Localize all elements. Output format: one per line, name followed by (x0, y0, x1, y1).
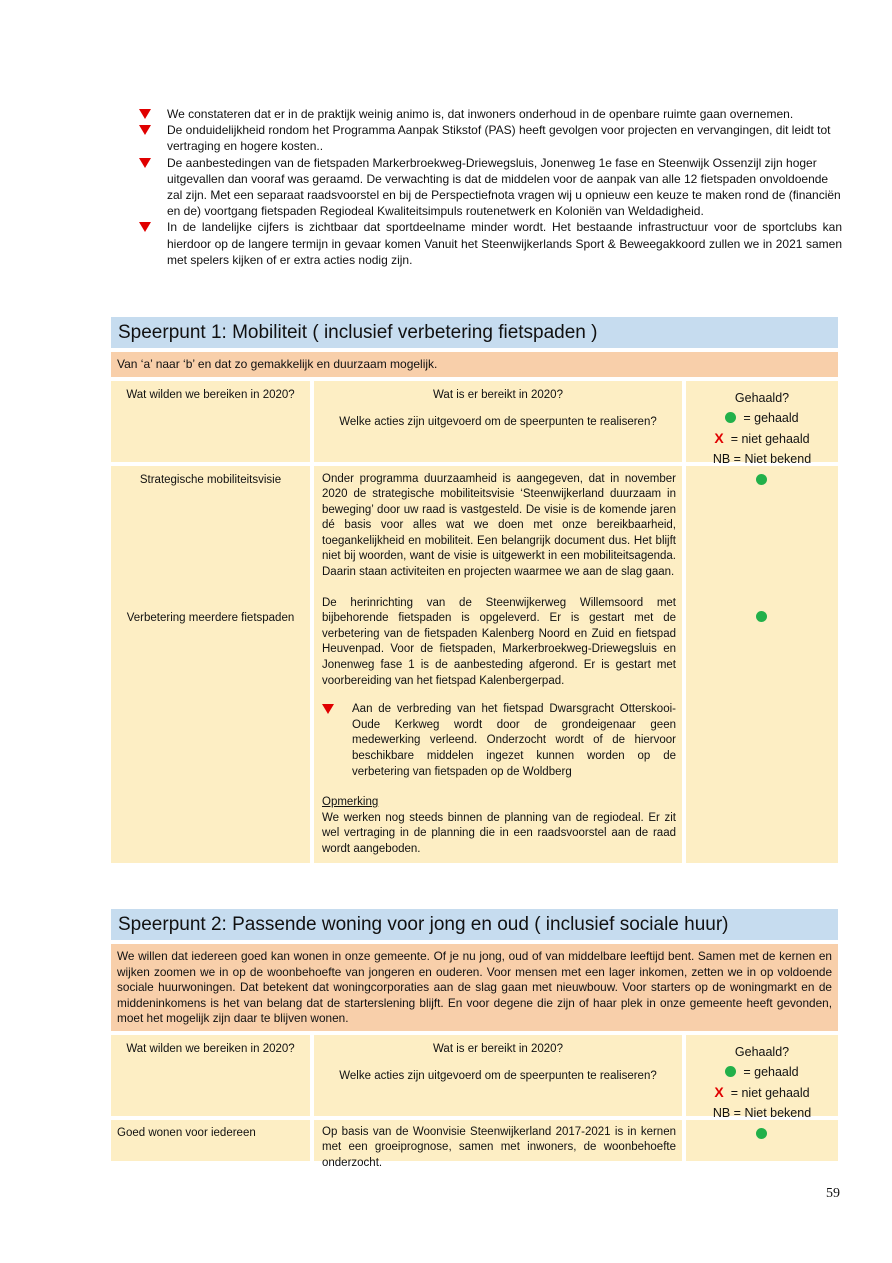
table-row (111, 466, 838, 863)
header-goal: Wat wilden we bereiken in 2020? (111, 381, 310, 462)
speerpunt-2-subtitle: We willen dat iedereen goed kan wonen in onze gemeente. Of je nu jong, oud of van middelbare leeftijd bent. Samen met de kernen en wijken zoomen we in op de woonbehoefte van jongeren en ouderen. Voor mensen met een lager inkomen, zetten we in op voldoende sociale huurwoningen. Dat betekent dat woningcorporaties aan de slag gaan met nieuwbouw. Voor starters op de woningmarkt en de middeninkomens is het van belang dat de starterslening blijft. En voor degene die zijn of haar plek in onze gemeente heeft gevonden, moet het mogelijk zijn daar te blijven wonen. (111, 944, 838, 1031)
speerpunt-1-section (111, 317, 838, 863)
achievement-paragraph: Op basis van de Woonvisie Steenwijkerland 2017-2021 is in kernen met een groeiprognose, samen met inwoners, de woonbehoefte onderzocht. (314, 1120, 682, 1161)
header-status-title: Gehaald? (734, 1044, 790, 1059)
remark-label: Opmerking (322, 796, 379, 809)
green-dot-icon (756, 474, 767, 485)
achievement-paragraph: Onder programma duurzaamheid is aangegeven, dat in november 2020 de strategische mobiliteitsvisie ‘Steenwijkerland duurzaam in beweging’ door uw raad is vastgesteld. De visie is de komende jaren dé basis voor alles wat we doen met onze bereikbaarheid, toegankelijkheid en mobiliteit. Een belangrijk document dus. Het blijft niet bij woorden, want de visie is uitgewerkt in een mobiliteitsagenda. Daarin staan activiteiten en projecten waarmee we aan de slag gaan. (322, 472, 676, 579)
legend-achieved-label: = gehaald (743, 410, 799, 425)
table-row (111, 1120, 838, 1169)
table-header-row (111, 381, 838, 466)
list-item (137, 219, 842, 268)
legend-not-label: = niet gehaald (730, 1085, 810, 1100)
achievements-cell (314, 466, 682, 863)
page-number: 59 (826, 1186, 840, 1201)
remark-text: We werken nog steeds binnen de planning van de regiodeal. Er zit wel vertraging in de planning die in een raadsvoorstel aan de raad wordt aangeboden. (322, 811, 676, 855)
header-status-legend (686, 381, 838, 466)
legend-not-achieved (686, 428, 838, 449)
speerpunt-2-title: Speerpunt 2: Passende woning voor jong en oud ( inclusief sociale huur) (111, 909, 838, 940)
red-triangle-bullet-icon (139, 222, 151, 232)
green-dot-icon (756, 1128, 767, 1139)
goal-strategic-mobility: Strategische mobiliteitsvisie (139, 473, 282, 486)
header-actions: Welke acties zijn uitgevoerd om de speerpunten te realiseren? (339, 1069, 657, 1082)
legend-unknown: NB = Niet bekend (712, 1105, 812, 1120)
header-goal: Wat wilden we bereiken in 2020? (111, 1035, 310, 1116)
bullet-text: De onduidelijkheid rondom het Programma Aanpak Stikstof (PAS) heeft gevolgen voor projecten en vervangingen, dit leidt tot vertraging en hogere kosten.. (167, 123, 831, 154)
speerpunt-1-title: Speerpunt 1: Mobiliteit ( inclusief verbetering fietspaden ) (111, 317, 838, 348)
header-achieved (314, 1035, 682, 1116)
bullet-text: Aan de verbreding van het fietspad Dwarsgracht Otterskooi- Oude Kerkweg wordt door de grondeigenaar geen medewerking verleend. Onderzocht wordt of de hiervoor beschikbare middelen ingezet kunnen worden op de verbetering van fietspaden op de Woldberg (352, 703, 676, 778)
red-triangle-bullet-icon (139, 109, 151, 119)
status-cell (686, 466, 838, 863)
header-achieved (314, 381, 682, 462)
header-actions: Welke acties zijn uitgevoerd om de speerpunten te realiseren? (339, 415, 657, 428)
list-item (137, 122, 842, 154)
header-status-title: Gehaald? (734, 390, 790, 405)
legend-achieved-label: = gehaald (743, 1064, 799, 1079)
goals-cell (111, 466, 310, 863)
header-status-legend (686, 1035, 838, 1120)
bullet-text: In de landelijke cijfers is zichtbaar dat sportdeelname minder wordt. Het bestaande infrastructuur voor de sportclubs kan hierdoor op de langere termijn in gevaar komen Vanuit het Steenwijkerlands Sport & Beweegakkoord zullen we in 2021 samen met spelers kijken of er extra acties nodig zijn. (167, 220, 842, 267)
list-item (137, 155, 842, 220)
header-achieved-title: Wat is er bereikt in 2020? (433, 1042, 563, 1055)
red-x-icon: X (714, 1083, 724, 1100)
legend-not-label: = niet gehaald (730, 431, 810, 446)
green-dot-icon (725, 1066, 736, 1077)
legend-not-achieved (686, 1082, 838, 1103)
bullet-text: We constateren dat er in de praktijk weinig animo is, dat inwoners onderhoud in de openbare ruimte gaan overnemen. (167, 107, 794, 121)
legend-unknown: NB = Niet bekend (712, 451, 812, 466)
status-cell (686, 1120, 838, 1161)
legend-achieved (686, 408, 838, 428)
list-item (322, 702, 676, 780)
goal-housing: Goed wonen voor iedereen (111, 1120, 310, 1161)
red-triangle-bullet-icon (322, 704, 334, 714)
speerpunt-1-subtitle: Van ‘a’ naar ‘b’ en dat zo gemakkelijk en duurzaam mogelijk. (111, 352, 838, 377)
speerpunt-2-section (111, 909, 838, 1169)
red-triangle-bullet-icon (139, 125, 151, 135)
intro-bullet-list (137, 106, 842, 268)
bullet-text: De aanbestedingen van de fietspaden Markerbroekweg-Driewegsluis, Jonenweg 1e fase en Steenwijk Ossenzijl zijn hoger uitgevallen dan vooraf was geraamd. De verwachting is dat de middelen voor de aanpak van alle 12 fietspaden onvoldoende zal zijn. Met een separaat raadsvoorstel en bij de Perspectiefnota vragen wij u opnieuw een keuze te maken rond de (financiën en de) voortgang fietspaden Regiodeal Kwaliteitsimpuls routenetwerk en Koloniën van Weldadigheid. (167, 155, 841, 219)
table-header-row (111, 1035, 838, 1120)
list-item (137, 106, 842, 122)
green-dot-icon (725, 412, 736, 423)
green-dot-icon (756, 611, 767, 622)
header-achieved-title: Wat is er bereikt in 2020? (433, 388, 563, 401)
legend-achieved (686, 1062, 838, 1082)
achievement-paragraph: De herinrichting van de Steenwijkerweg Willemsoord met bijbehorende fietspaden is opgeleverd. Er is gestart met de verbetering van de fietspaden Kalenberg Noord en Zuid en fietspad Heuvenpad. Voor de fietspaden, Markerbroekweg-Driewegsluis en Jonenweg fase 1 is de aanbesteding afgerond. Er is gestart met voorbereiding van het fietspad Kalenbergerpad. (322, 596, 676, 687)
red-x-icon: X (714, 429, 724, 446)
goal-cycle-paths: Verbetering meerdere fietspaden (126, 611, 295, 624)
red-triangle-bullet-icon (139, 158, 151, 168)
